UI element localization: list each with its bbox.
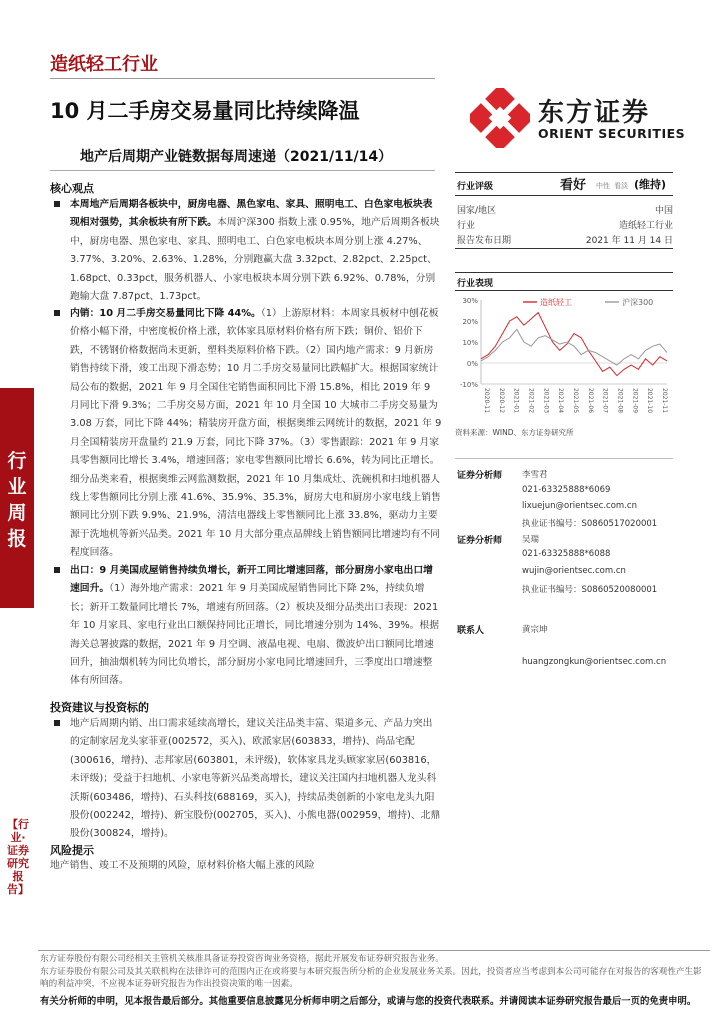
x-tick-label: 2021-07	[601, 388, 609, 414]
x-tick-label: 2021-11	[661, 388, 668, 414]
divider	[50, 170, 435, 171]
analyst-name: 李雪君	[522, 470, 548, 480]
x-tick-label: 2021-09	[631, 388, 639, 414]
x-tick-label: 2021-06	[586, 388, 594, 414]
industry-name: 造纸轻工行业	[50, 54, 158, 75]
core-paragraph-1	[70, 196, 442, 306]
divider	[455, 458, 673, 459]
analyst-name: 吴瑞	[522, 535, 540, 545]
bullet	[54, 720, 60, 726]
y-tick-label: -10%	[459, 381, 478, 389]
side-band-label: 行业周报	[7, 450, 27, 550]
logo-text-cn: 东方证券	[538, 98, 651, 128]
core-paragraph-2	[70, 305, 442, 563]
core-views-heading: 核心观点	[50, 182, 94, 195]
x-tick-label: 2021-08	[616, 388, 624, 414]
side-report-type: 【行业·证券研究报告】	[7, 818, 29, 896]
rating-value: 看好	[560, 178, 587, 193]
report-subtitle: 地产后周期产业链数据每周速递（2021/11/14）	[80, 149, 393, 165]
rating-row-value: 2021 年 11 月 14 日	[585, 236, 673, 246]
x-tick-label: 2020-12	[497, 388, 505, 414]
y-tick-label: 0%	[466, 360, 478, 368]
rating-row-key: 行业	[457, 221, 476, 231]
company-logo	[470, 88, 710, 148]
legend-label: 造纸轻工	[540, 298, 572, 307]
orient-logo-icon	[470, 88, 530, 148]
performance-heading: 行业表现	[457, 279, 494, 289]
divider	[50, 78, 435, 79]
core-p1-bold: 本周地产后周期各板块中，厨房电器、黑色家电、家具、照明电工、白色家电板块表现相对强势，其余板块有所下跌。	[70, 199, 433, 229]
bullet	[54, 567, 60, 573]
investment-heading: 投资建议与投资标的	[50, 701, 149, 714]
y-tick-label: 20%	[462, 318, 478, 326]
report-title: 10 月二手房交易量同比持续降温	[50, 99, 360, 123]
core-paragraph-3	[70, 562, 442, 691]
core-p3-text: （1）海外地产需求：2021 年 9 月美国成屋销售同比下降 2%，持续负增长；新开工数量同比增长 7%，增速有所回落。（2）板块及细分品类出口表现：2021 年 10 月家具、家电行业出口额保持同比正增长，同比增速分别为 14%、39%。根据海关总署披露的数据，2021 年 9 月空调、液晶电视、电扇、微波炉出口额同比增速回升，抽油烟机转为同比负增长，部分厨房小家电同比增速回升，三季度出口增速整体有所回落。	[70, 583, 440, 687]
analyst-phone: 021-63325888*6069	[522, 485, 611, 495]
bullet	[54, 310, 60, 316]
contact-name: 黄宗坤	[522, 625, 548, 635]
x-tick-label: 2021-05	[572, 388, 579, 414]
logo-text-en: ORIENT SECURITIES	[538, 126, 686, 141]
series-line-1	[481, 329, 667, 365]
analyst-role: 证券分析师	[457, 536, 503, 546]
rating-row-key: 报告发布日期	[457, 236, 512, 246]
chart-source: 资料来源：WIND、东方证券研究所	[455, 428, 574, 437]
footer-divider	[38, 950, 710, 951]
rating-row-value: 中国	[654, 206, 673, 216]
contact-role: 联系人	[457, 626, 485, 636]
rating-status: (维持)	[634, 178, 667, 191]
y-tick-label: 30%	[462, 297, 478, 305]
analyst-cert: 执业证书编号：S0860520080001	[522, 585, 658, 595]
x-tick-label: 2021-03	[542, 388, 550, 414]
analyst-cert: 执业证书编号：S0860517020001	[522, 519, 658, 529]
footer-analyst-statement: 有关分析师的申明，见本报告最后部分。其他重要信息披露见分析师申明之后部分，或请与您的投资代表联系。并请阅读本证券研究报告最后一页的免责申明。	[40, 996, 697, 1007]
risk-heading: 风险提示	[50, 844, 94, 857]
analyst-email[interactable]: wujin@orientsec.com.cn	[522, 566, 626, 576]
core-p3-bold: 出口：9 月美国成屋销售持续负增长，新开工同比增速回落，部分厨房小家电出口增速回升。	[70, 565, 433, 595]
analyst-email[interactable]: lixuejun@orientsec.com.cn	[522, 501, 637, 511]
investment-paragraph: 地产后周期内销、出口需求延续高增长，建议关注品类丰富、渠道多元、产品力突出的定制家居龙头家菲亚(002572，买入)、欧派家居(603833，增持)、尚品宅配(300616，增持)、志邦家居(603801，未评级)，软体家具龙头顾家家居(603816，未评级)；受益于扫地机、小家电等新兴品类高增长，建议关注国内扫地机器人龙头科沃斯(603486，增持)、石头科技(688169，买入)，持续品类创新的小家电龙头九阳股份(002242，增持)、新宝股份(002705，买入)、小熊电器(002959，增持)、北鼎股份(300824，增持)。	[70, 718, 441, 840]
x-tick-label: 2021-04	[557, 388, 565, 414]
divider	[455, 248, 673, 249]
side-band-top	[0, 0, 34, 388]
divider	[455, 290, 673, 291]
rating-row-value: 造纸轻工行业	[618, 221, 673, 231]
analyst-phone: 021-63325888*6088	[522, 549, 611, 559]
performance-chart	[455, 292, 673, 422]
core-p1-text: 本周沪深300 指数上涨 0.95%，地产后周期各板块中，厨房电器、黑色家电、家具、照明电工、白色家电板块本周分别上涨 4.27%、3.77%、3.20%、2.63%、1.28%，分别跑赢大盘 3.32pct、2.82pct、2.25pct、1.68pct、0.33pct，服务机器人、小家电板块本周分别下跌 6.92%、0.78%，分别跑输大盘 7.87pct、1.73pct。	[70, 217, 440, 303]
performance-chart-svg	[455, 292, 673, 422]
analyst-role: 证券分析师	[457, 471, 503, 481]
series-line-0	[481, 313, 667, 376]
footer-disclosure: 东方证券股份有限公司及其关联机构在法律许可的范围内正在或将要与本研究报告所分析的企业发展业务关系。因此，投资者应当考虑到本公司可能存在对报告的客观性产生影响的利益冲突，不应视本证券研究报告为作出投资决策的唯一因素。	[40, 967, 702, 989]
x-tick-label: 2021-01	[512, 388, 520, 414]
rating-label: 行业评级	[457, 182, 494, 192]
y-tick-label: 10%	[462, 339, 478, 347]
rating-neutral: 中性	[596, 182, 610, 190]
core-p2-bold: 内销：10 月二手房交易量同比下降 44%。	[70, 308, 261, 319]
risk-text: 地产销售、竣工不及预期的风险，原材料价格大幅上涨的风险	[50, 860, 315, 871]
contact-email[interactable]: huangzongkun@orientsec.com.cn	[522, 657, 667, 667]
x-tick-label: 2021-02	[527, 388, 535, 414]
core-p2-text: （1）上游原材料：本周家具板材中刨花板价格小幅下滑，中密度板价格上涨，软体家具原材料价格有所下跌；铜价、铝价下跌，不锈钢价格数据尚未更新，塑料类原料价格下跌。（2）国内地产需求：9 月新房销售持续下滑，竣工出现下滑态势；10 月二手房交易量同比跌幅扩大。根据国家统计局公布的数据，2021 年 9 月全国住宅销售面积同比下滑 15.8%，相比 2019 年 9 月同比下滑 9.3%；二手房交易方面，2021 年 10 月全国 10 大城市二手房交易量为 3.08 万套，同比下降 44%；精装房开盘方面，根据奥维云网统计的数据，2021 年 9 月全国精装房开盘量约 21.9 万套，同比下降 37%。（3）零售跟踪：2021 年 9 月家具零售额同比增长 3.4%，增速回落；家电零售额同比增长 6.6%，转为同比正增长。细分品类来看，根据奥维云网监测数据，2021 年 10 月集成灶、洗碗机和扫地机器人线上零售额同比分别上涨 41.6%、35.9%、35.3%，厨房大电和厨房小家电线上销售额同比分别下跌 9.9%、21.9%，清洁电器线上零售额同比上涨 33.8%，驱动力主要源于洗地机等新兴品类。2021 年 10 月大部分重点品牌线上销售额同比增速均有不同程度回落。	[70, 308, 442, 559]
rating-bearish: 看淡	[614, 182, 628, 190]
rating-row-key: 国家/地区	[457, 206, 497, 216]
footer-qualification: 东方证券股份有限公司经相关主管机关核准具备证券投资咨询业务资格，据此开展发布证券研究报告业务。	[40, 954, 444, 964]
bullet	[54, 201, 60, 207]
x-tick-label: 2021-10	[646, 388, 654, 414]
legend-label: 沪深300	[622, 298, 654, 307]
x-tick-label: 2020-11	[483, 388, 490, 414]
divider	[455, 272, 673, 273]
